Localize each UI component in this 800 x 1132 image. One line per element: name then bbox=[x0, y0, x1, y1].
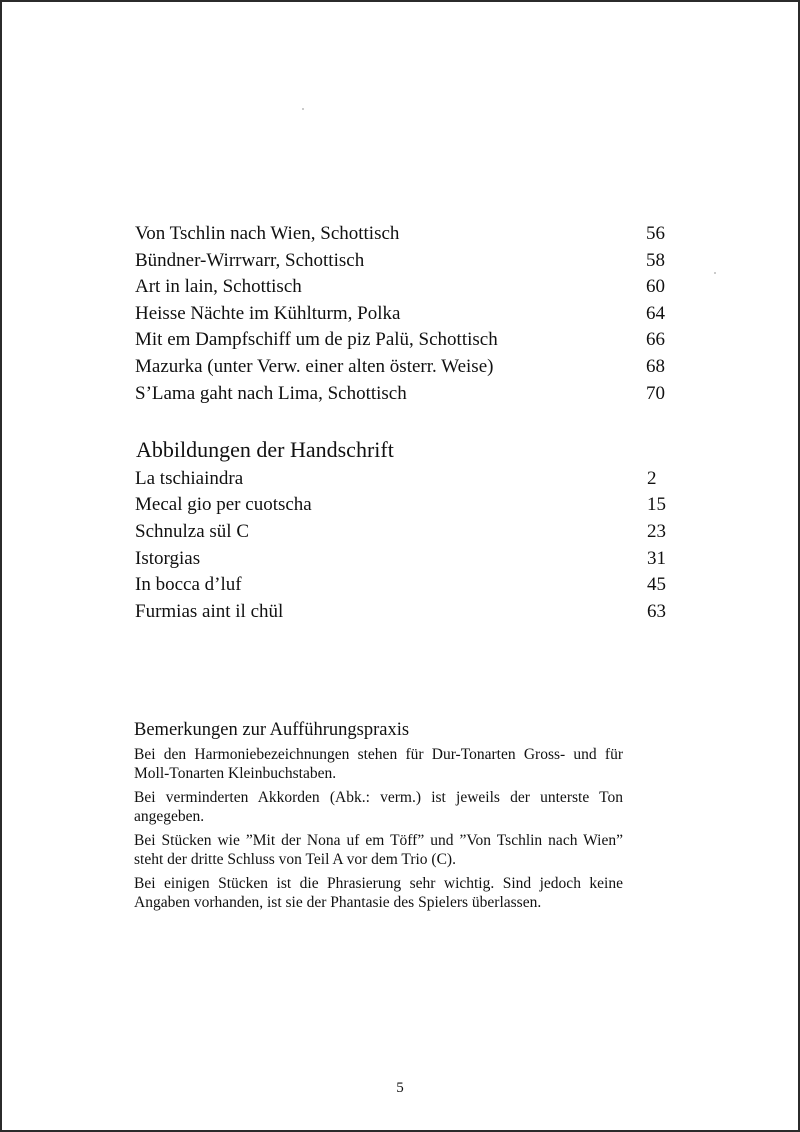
illustration-entry[interactable] bbox=[135, 519, 675, 545]
toc-entry-page: 56 bbox=[646, 223, 665, 244]
toc-entry[interactable] bbox=[135, 274, 675, 300]
notes-paragraph: Bei Stücken wie ”Mit der Nona uf em Töff” und ”Von Tschlin nach Wien” steht der dritte Schluss von Teil A vor dem Trio (C). bbox=[134, 832, 623, 868]
illustration-entry-page: 2 bbox=[647, 468, 657, 489]
toc-entry-title: Art in lain, Schottisch bbox=[135, 276, 302, 297]
toc-entry-page: 66 bbox=[646, 329, 665, 350]
toc-entry-title: Heisse Nächte im Kühlturm, Polka bbox=[135, 303, 401, 324]
illustration-entry[interactable] bbox=[135, 572, 675, 598]
toc-entry-page: 64 bbox=[646, 303, 665, 324]
toc-entry-title: S’Lama gaht nach Lima, Schottisch bbox=[135, 383, 407, 404]
toc-entry[interactable] bbox=[135, 301, 675, 327]
illustration-entry[interactable] bbox=[135, 492, 675, 518]
toc-entry-title: Mazurka (unter Verw. einer alten österr. Weise) bbox=[135, 356, 494, 377]
illustration-entry-page: 45 bbox=[647, 574, 666, 595]
illustration-entry-page: 23 bbox=[647, 521, 666, 542]
illustration-entry-title: In bocca d’luf bbox=[135, 574, 242, 595]
illustration-entry-title: Mecal gio per cuotscha bbox=[135, 494, 312, 515]
toc-entry[interactable] bbox=[135, 221, 675, 247]
performance-notes bbox=[134, 718, 623, 917]
toc-entry[interactable] bbox=[135, 381, 675, 407]
toc-entry-page: 70 bbox=[646, 383, 665, 404]
toc-entry[interactable] bbox=[135, 248, 675, 274]
illustration-entry[interactable] bbox=[135, 546, 675, 572]
toc-entry[interactable] bbox=[135, 327, 675, 353]
toc-entry-title: Mit em Dampfschiff um de piz Palü, Schottisch bbox=[135, 329, 498, 350]
illustration-entry-page: 31 bbox=[647, 548, 666, 569]
illustration-entry-title: La tschiaindra bbox=[135, 468, 244, 489]
toc-entry-page: 68 bbox=[646, 356, 665, 377]
illustration-entry-title: Istorgias bbox=[135, 548, 201, 569]
illustration-entry[interactable] bbox=[135, 466, 675, 492]
scan-speck bbox=[714, 272, 716, 274]
toc-entry-page: 58 bbox=[646, 250, 665, 271]
illustration-entry-page: 15 bbox=[647, 494, 666, 515]
illustration-entry-title: Furmias aint il chül bbox=[135, 601, 284, 622]
toc-entry-title: Bündner-Wirrwarr, Schottisch bbox=[135, 250, 365, 271]
notes-paragraph: Bei verminderten Akkorden (Abk.: verm.) ist jeweils der unterste Ton angegeben. bbox=[134, 789, 623, 825]
notes-paragraph: Bei den Harmoniebezeichnungen stehen für Dur-Tonarten Gross- und für Moll-Tonarten Kleinbuchstaben. bbox=[134, 746, 623, 782]
illustration-entry-page: 63 bbox=[647, 601, 666, 622]
toc-entry-page: 60 bbox=[646, 276, 665, 297]
illustration-entry[interactable] bbox=[135, 599, 675, 625]
scan-speck bbox=[302, 108, 304, 110]
illustration-entry-title: Schnulza sül C bbox=[135, 521, 249, 542]
toc-entry-title: Von Tschlin nach Wien, Schottisch bbox=[135, 223, 400, 244]
page-number: 5 bbox=[396, 1080, 404, 1096]
toc-entry[interactable] bbox=[135, 354, 675, 380]
illustrations-heading: Abbildungen der Handschrift bbox=[136, 437, 394, 462]
notes-heading: Bemerkungen zur Aufführungspraxis bbox=[134, 720, 410, 740]
notes-paragraph: Bei einigen Stücken ist die Phrasierung sehr wichtig. Sind jedoch keine Angaben vorhanden, ist sie der Phantasie des Spielers überlassen. bbox=[134, 875, 623, 911]
